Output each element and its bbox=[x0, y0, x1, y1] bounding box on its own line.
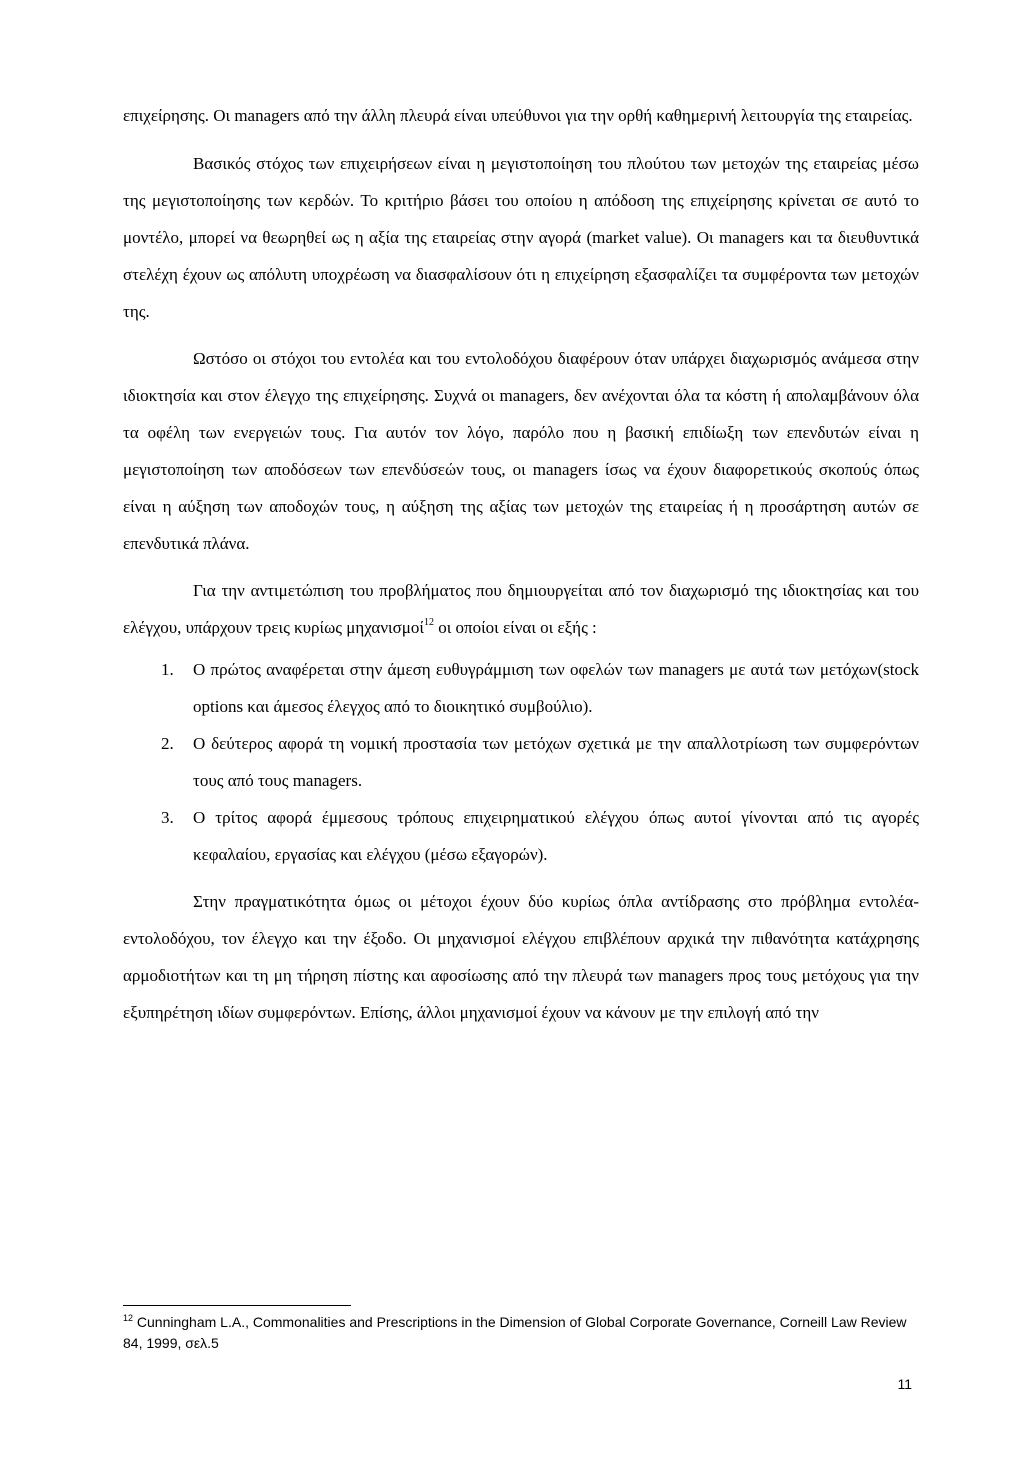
footnote-separator bbox=[123, 1305, 351, 1306]
list-item bbox=[123, 725, 919, 799]
mechanisms-intro-tail: οι οποίοι είναι οι εξής : bbox=[433, 618, 597, 637]
list-item-number: 2. bbox=[161, 734, 174, 753]
mechanisms-intro-text: Για την αντιμετώπιση του προβλήματος που δημιουργείται από τον διαχωρισμό της ιδιοκτησίας και του ελέγχου, υπάρχουν τρεις κυρίως μηχανισμοί bbox=[123, 581, 919, 637]
list-item-text: Ο πρώτος αναφέρεται στην άμεση ευθυγράμμιση των οφελών των managers με αυτά των μετόχων(stock options και άμεσος έλεγχος από το διοικητικό συμβούλιο). bbox=[193, 660, 919, 716]
paragraph-goal: Βασικός στόχος των επιχειρήσεων είναι η μεγιστοποίηση του πλούτου των μετοχών της εταιρείας μέσω της μεγιστοποίησης των κερδών. Το κριτήριο βάσει του οποίου η απόδοση της επιχείρησης κρίνεται σε αυτό το μοντέλο, μπορεί να θεωρηθεί ως η αξία της εταιρείας στην αγορά (market value). Οι managers και τα διευθυντικά στελέχη έχουν ως απόλυτη υποχρέωση να διασφαλίσουν ότι η επιχείρηση εξασφαλίζει τα συμφέροντα των μετοχών της. bbox=[123, 154, 919, 321]
list-item-text: Ο τρίτος αφορά έμμεσους τρόπους επιχειρηματικού ελέγχου όπως αυτοί γίνονται από τις αγορές κεφαλαίου, εργασίας και ελέγχου (μέσω εξαγορών). bbox=[193, 808, 919, 864]
footnote-number: 12 bbox=[123, 1313, 134, 1323]
list-item-number: 1. bbox=[161, 660, 174, 679]
footnote-reference: 12 bbox=[423, 617, 434, 628]
paragraph-reality: Στην πραγματικότητα όμως οι μέτοχοι έχουν δύο κυρίως όπλα αντίδρασης στο πρόβλημα εντολέα-εντολοδόχου, τον έλεγχο και την έξοδο. Οι μηχανισμοί ελέγχου επιβλέπουν αρχικά την πιθανότητα κατάχρησης αρμοδιοτήτων και τη μη τήρηση πίστης και αφοσίωσης από την πλευρά των managers προς τους μετόχους για την εξυπηρέτηση ιδίων συμφερόντων. Επίσης, άλλοι μηχανισμοί έχουν να κάνουν με την επιλογή από την bbox=[123, 892, 919, 1022]
paragraph-mechanisms-intro bbox=[123, 572, 919, 646]
page-number: 11 bbox=[897, 1376, 912, 1392]
footnote bbox=[123, 1312, 913, 1354]
footnote-text: Cunningham L.A., Commonalities and Prescriptions in the Dimension of Global Corporate Governance, Corneill Law Review 84, 1999, σελ.5 bbox=[123, 1314, 907, 1351]
mechanisms-list bbox=[123, 651, 919, 873]
list-item-number: 3. bbox=[161, 808, 174, 827]
list-item-text: Ο δεύτερος αφορά τη νομική προστασία των μετόχων σχετικά με την απαλλοτρίωση των συμφερόντων τους από τους managers. bbox=[193, 734, 919, 790]
body-text bbox=[123, 97, 919, 1031]
list-item bbox=[123, 651, 919, 725]
list-item bbox=[123, 799, 919, 873]
paragraph-conflict: Ωστόσο οι στόχοι του εντολέα και του εντολοδόχου διαφέρουν όταν υπάρχει διαχωρισμός ανάμεσα στην ιδιοκτησία και στον έλεγχο της επιχείρησης. Συχνά οι managers, δεν ανέχονται όλα τα κόστη ή απολαμβάνουν όλα τα οφέλη των ενεργειών τους. Για αυτόν τον λόγο, παρόλο που η βασική επιδίωξη των επενδυτών είναι η μεγιστοποίηση των αποδόσεων των επενδύσεών τους, οι managers ίσως να έχουν διαφορετικούς σκοπούς όπως είναι η αύξηση των αποδοχών τους, η αύξηση της αξίας των μετοχών της εταιρείας ή η προσάρτηση αυτών σε επενδυτικά πλάνα. bbox=[123, 349, 919, 553]
paragraph-continuation: επιχείρησης. Οι managers από την άλλη πλευρά είναι υπεύθυνοι για την ορθή καθημερινή λειτουργία της εταιρείας. bbox=[123, 106, 913, 125]
